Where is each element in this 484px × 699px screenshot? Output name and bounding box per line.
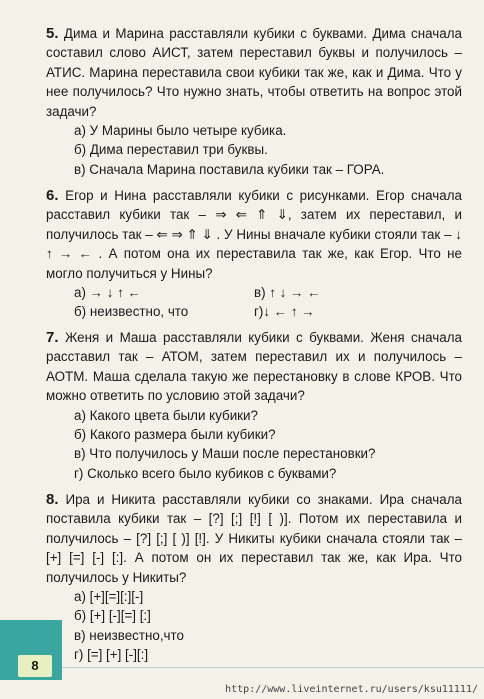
task-statement: Дима и Марина расставляли кубики с буквами. Дима сначала составил слово АИСТ, затем переставил буквы и получилось – АТИС. Марина переставила свои кубики так же, как и Дима. Что у нее получилось? Что нужно знать, чтобы ответить на вопрос этой задачи?: [46, 26, 462, 119]
option-c: в) Сначала Марина поставила кубики так – ГОРА.: [74, 161, 385, 177]
option-b: б) Какого размера были кубики?: [74, 427, 276, 443]
option-d: г) [=] [+] [-][:]: [74, 647, 149, 663]
task-8-text: [46, 490, 462, 587]
option-d: г)↓ ← ↑ →: [254, 304, 315, 320]
task-number: 6.: [46, 187, 59, 204]
task-number: 7.: [46, 329, 59, 346]
option-c: в) неизвестно,что: [74, 627, 184, 643]
option-b: б) Дима переставил три буквы.: [74, 142, 268, 158]
watermark-url: http://www.liveinternet.ru/users/ksu11111/: [225, 684, 478, 695]
option-b: б) [+] [-][=] [:]: [74, 608, 151, 624]
task-5: [46, 24, 462, 179]
task-statement: Женя и Маша расставляли кубики с буквами. Женя сначала расставил так – АТОМ, затем переставил их и получилось – АОТМ. Маша сделала такую же перестановку в слове КРОВ. Что можно ответить по условию этой задачи?: [46, 330, 462, 404]
option-b: б) неизвестно, что: [74, 304, 189, 320]
option-a: а) [+][=][:][-]: [74, 589, 144, 605]
option-c: в) ↑ ↓ → ←: [254, 285, 321, 301]
task-statement: Ира и Никита расставляли кубики со знаками. Ира сначала поставила кубики так – [?] [;] [!] [ )]. Потом их переставила и получилось – [?] [;] [ )] [!]. У Никиты кубики сначала стояли так – [+] [=] [-] [:]. А потом он их переставил так же, как Ира. Что получилось у Никиты?: [46, 492, 462, 585]
page-number: 8: [18, 655, 52, 677]
task-6-text: [46, 186, 462, 283]
options-grid: [46, 283, 462, 322]
task-6: [46, 186, 462, 322]
task-statement: Егор и Нина расставляли кубики с рисунками. Егор сначала расставил кубики так – ⇒ ⇐ ⇑ ⇓, затем их переставил, и получилось так – ⇐ ⇒ ⇑ ⇓ . У Нины вначале кубики стояли так – ↓ ↑ → ← . А потом она их переставила так же, как Егор. Что не могло получиться у Нины?: [46, 188, 462, 281]
task-5-text: [46, 24, 462, 121]
option-d: г) Сколько всего было кубиков с буквами?: [74, 465, 337, 481]
option-a: а) Какого цвета были кубики?: [74, 407, 258, 423]
task-7: [46, 328, 462, 483]
task-7-text: [46, 328, 462, 406]
option-a: а) → ↓ ↑ ←: [74, 285, 141, 301]
footer-line: [62, 667, 484, 668]
option-a: а) У Марины было четыре кубика.: [74, 123, 287, 139]
option-c: в) Что получилось у Маши после перестановки?: [74, 446, 376, 462]
task-8: [46, 490, 462, 665]
task-number: 5.: [46, 25, 59, 42]
task-number: 8.: [46, 491, 59, 508]
